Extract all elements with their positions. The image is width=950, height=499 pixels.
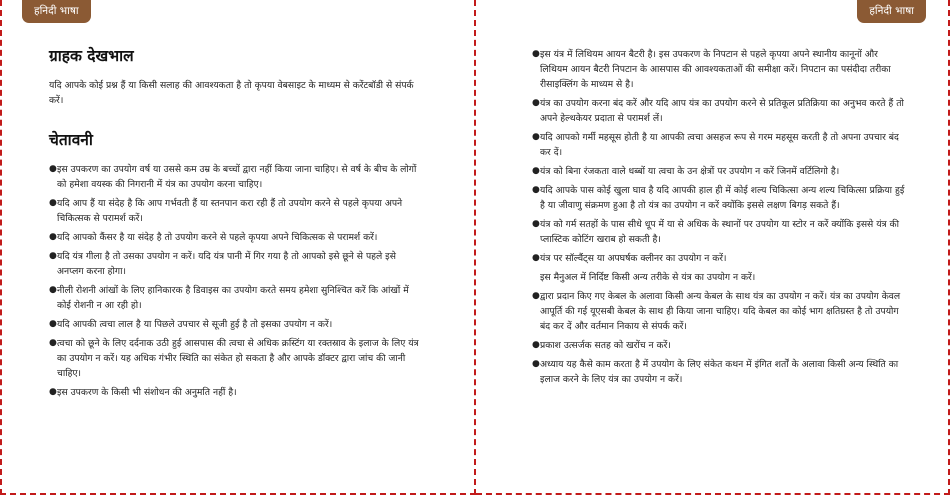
bullet-icon: ● — [532, 359, 540, 369]
bullet-icon: ● — [532, 219, 540, 229]
list-item: ● यदि आपके पास कोई खुला घाव है यदि आपकी हाल ही में कोई शल्य चिकित्सा अन्य शल्य चिकित्सा प्रक्रिया हुई है या जीवाणु संक्रमण हुआ है तो यंत्र का उपयोग न करें क्योंकि इससे लक्षण बिगड़ सकते हैं। — [532, 185, 905, 211]
bullet-icon: ● — [49, 338, 57, 348]
bullet-icon: ● — [532, 98, 540, 108]
list-item: ● इस उपकरण का उपयोग वर्ष या उससे कम उम्र के बच्चों द्वारा नहीं किया जाना चाहिए। से वर्ष के बीच के लोगों को हमेशा वयस्क की निगरानी में यंत्र का उपयोग करना चाहिए। — [49, 164, 417, 190]
bullet-icon: ● — [532, 132, 540, 142]
left-content — [49, 46, 421, 404]
bullet-icon: ● — [532, 253, 540, 263]
bullet-icon: ● — [532, 49, 540, 59]
right-content — [532, 47, 907, 391]
left-page — [0, 0, 476, 495]
list-item: ● यदि आपकी त्वचा लाल है या पिछले उपचार से सूजी हुई है तो इसका उपयोग न करें। — [49, 319, 333, 330]
list-item: ● द्वारा प्रदान किए गए केबल के अलावा किसी अन्य केबल के साथ यंत्र का उपयोग न करें। यंत्र का उपयोग केवल आपूर्ति की गई यूएसबी केबल के साथ ही किया जाना चाहिए। यदि केबल का कोई भाग क्षतिग्रस्त है तो उपयोग बंद कर दें और वर्तमान निकाय से संपर्क करें। — [532, 291, 901, 332]
bullet-icon: ● — [49, 164, 57, 174]
list-item: ● प्रकाश उत्सर्जक सतह को खरोंच न करें। — [532, 340, 671, 351]
bullet-icon: ● — [49, 251, 57, 261]
bullet-icon: ● — [532, 340, 540, 350]
customer-care-text: यदि आपके कोई प्रश्न हैं या किसी सलाह की आवश्यकता है तो कृपया वेबसाइट के माध्यम से करेंटबॉडी से संपर्क करें। — [49, 80, 414, 106]
language-tab: हनिदी भाषा — [857, 0, 926, 23]
list-item: ● यंत्र को बिना रंजकता वाले धब्बों या त्वचा के उन क्षेत्रों पर उपयोग न करें जिनमें वर्टिलिगो है। — [532, 166, 840, 177]
list-item: ● नीली रोशनी आंखों के लिए हानिकारक है डिवाइस का उपयोग करते समय हमेशा सुनिश्चित करें कि आंखों में कोई रोशनी न आ रही हो। — [49, 285, 409, 311]
bullet-icon: ● — [49, 232, 57, 242]
list-item: ● यंत्र को गर्म सतहों के पास सीधे धूप में या से अधिक के स्थानों पर उपयोग या स्टोर न करें क्योंकि इससे यंत्र की प्लास्टिक कोटिंग खराब हो सकती है। — [532, 219, 899, 245]
list-item: ● यंत्र का उपयोग करना बंद करें और यदि आप यंत्र का उपयोग करने से प्रतिकूल प्रतिक्रिया का अनुभव करते हैं तो अपने हेल्थकेयर प्रदाता से परामर्श लें। — [532, 98, 904, 124]
warning-list — [49, 162, 421, 400]
language-tab: हनिदी भाषा — [22, 0, 91, 23]
warning-list-continued — [532, 47, 907, 266]
bullet-icon: ● — [532, 185, 540, 195]
customer-care-heading: ग्राहक देखभाल — [49, 47, 134, 65]
manual-note: इस मैनुअल में निर्दिष्ट किसी अन्य तरीके से यंत्र का उपयोग न करें। — [540, 272, 756, 283]
list-item: ● अध्याय यह कैसे काम करता है में उपयोग के लिए संकेत कथन में इंगित शर्तों के अलावा किसी अन्य स्थिति का इलाज करने के लिए यंत्र का उपयोग न करें। — [532, 359, 899, 385]
list-item: ● इस यंत्र में लिथियम आयन बैटरी है। इस उपकरण के निपटान से पहले कृपया अपने स्थानीय कानूनों और लिथियम आयन बैटरी निपटान के आसपास की आवश्यकताओं की समीक्षा करें। निपटान का पसंदीदा तरीका रीसाइक्लिंग के माध्यम से है। — [532, 49, 891, 90]
list-item: ● यदि आपको गर्मी महसूस होती है या आपकी त्वचा असहज रूप से गरम महसूस करती है तो अपना उपचार बंद कर दें। — [532, 132, 899, 158]
list-item: ● इस उपकरण के किसी भी संशोधन की अनुमति नहीं है। — [49, 387, 237, 398]
bullet-icon: ● — [532, 291, 540, 301]
list-item: ● त्वचा को छूने के लिए दर्दनाक उठी हुई आसपास की त्वचा से अधिक क्रस्टिंग या रक्तस्राव के इलाज के लिए यंत्र का उपयोग न करें। यह अधिक गंभीर स्थिति का संकेत हो सकता है और आपके डॉक्टर द्वारा जांच की जानी चाहिए। — [49, 338, 419, 379]
list-item: ● यदि आपको कैंसर है या संदेह है तो उपयोग करने से पहले कृपया अपने चिकित्सक से परामर्श करें। — [49, 232, 378, 243]
bullet-icon: ● — [532, 166, 540, 176]
warning-list-continued-2 — [532, 289, 907, 387]
list-item: ● यदि यंत्र गीला है तो उसका उपयोग न करें। यदि यंत्र पानी में गिर गया है तो आपको इसे छूने से पहले इसे अनप्लग करना होगा। — [49, 251, 396, 277]
list-item: ● यंत्र पर सॉल्वैंट्स या अपघर्षक क्लीनर का उपयोग न करें। — [532, 253, 727, 264]
bullet-icon: ● — [49, 319, 57, 329]
bullet-icon: ● — [49, 387, 57, 397]
right-page — [476, 0, 950, 495]
bullet-icon: ● — [49, 198, 57, 208]
list-item: ● यदि आप हैं या संदेह है कि आप गर्भवती हैं या स्तनपान करा रही हैं तो उपयोग करने से पहले कृपया अपने चिकित्सक से परामर्श करें। — [49, 198, 403, 224]
bullet-icon: ● — [49, 285, 57, 295]
warning-heading: चेतावनी — [49, 131, 93, 149]
